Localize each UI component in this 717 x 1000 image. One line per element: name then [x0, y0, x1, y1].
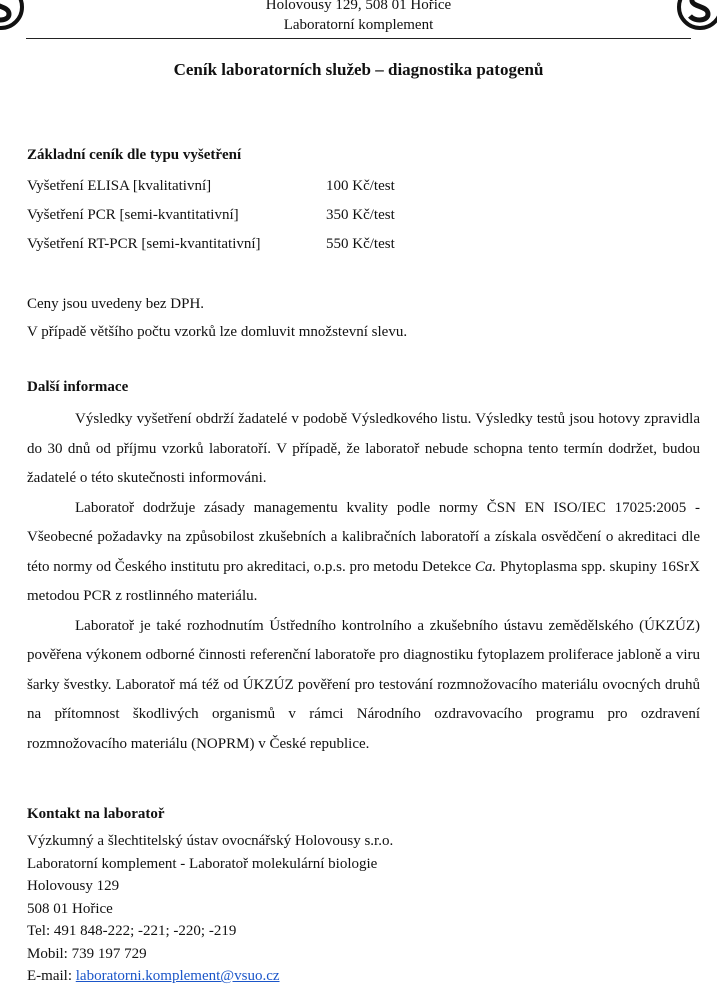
info-paragraph-results: Výsledky vyšetření obdrží žadatelé v podobě Výsledkového listu. Výsledky testů jsou hotovy zpravidla do 30 dnů od příjmu vzorků laboratoří. V případě, že laboratoř nebude schopna tento termín dodržet, budou žadatelé o této skutečnosti informováni.	[27, 411, 700, 486]
info-paragraph-accreditation: Laboratoř dodržuje zásady managementu kvality podle normy ČSN EN ISO/IEC 17025:2005 - Všeobecné požadavky na způsobilost zkušebních a kalibračních laboratoří a získala osvědčení o akreditaci dle této normy od Českého institutu pro akreditaci, o.p.s. pro metodu Detekce Ca. Phytoplasma spp. skupiny 16SrX metodou PCR z rostlinného materiálu.	[27, 499, 700, 604]
pricing-heading: Základní ceník dle typu vyšetření	[27, 147, 242, 163]
discount-note: V případě většího počtu vzorků lze domluvit množstevní slevu.	[27, 324, 408, 340]
page-title: Ceník laboratorních služeb – diagnostika patogenů	[173, 60, 544, 79]
contact-block	[27, 830, 393, 988]
info-heading: Další informace	[27, 379, 129, 395]
contact-email-line	[27, 965, 393, 988]
contact-department: Laboratorní komplement - Laboratoř molekulární biologie	[27, 855, 378, 872]
header-divider	[26, 38, 691, 39]
email-label: E-mail:	[27, 968, 76, 984]
contact-street: Holovousy 129	[27, 878, 120, 894]
price-notes	[27, 290, 407, 346]
price-item-value: 100 Kč/test	[326, 178, 395, 194]
price-item-name: Vyšetření RT-PCR [semi-kvantitativní]	[27, 236, 261, 252]
vat-note: Ceny jsou uvedeny bez DPH.	[27, 296, 205, 312]
info-paragraph-reference-lab: Laboratoř je také rozhodnutím Ústředního kontrolního a zkušebního ústavu zemědělského (ÚKZÚZ) pověřena výkonem odborné činnosti referenční laboratoře pro diagnostiku fytoplazem proliferace jabloně a viru šarky švestky. Laboratoř má též od ÚKZÚZ pověření pro testování rozmnožovacího materiálu ovocných druhů na přítomnost škodlivých organismů v rámci Národního ozdravovacího programu pro ozdravení rozmnožovacího materiálu (NOPRM) v České republice.	[27, 617, 700, 752]
email-link[interactable]: laboratorni.komplement@vsuo.cz	[75, 968, 280, 984]
price-item-name: Vyšetření ELISA [kvalitativní]	[27, 178, 212, 194]
header-department: Laboratorní komplement	[283, 17, 434, 33]
contact-institute: Výzkumný a šlechtitelský ústav ovocnářský Holovousy s.r.o.	[27, 833, 394, 849]
contact-phone: Tel: 491 848-222; -221; -220; -219	[27, 923, 237, 939]
header-address: Holovousy 129, 508 01 Hořice	[265, 0, 452, 13]
price-list	[27, 174, 395, 261]
price-item-value: 350 Kč/test	[326, 207, 395, 223]
contact-city: 508 01 Hořice	[27, 900, 113, 917]
price-row	[27, 232, 395, 261]
info-text	[27, 405, 700, 759]
contact-mobile: Mobil: 739 197 729	[27, 945, 147, 962]
page-header	[0, 0, 717, 35]
price-row	[27, 203, 395, 232]
price-item-value: 550 Kč/test	[326, 236, 395, 252]
price-item-name: Vyšetření PCR [semi-kvantitativní]	[27, 207, 239, 223]
price-row	[27, 174, 395, 203]
contact-heading: Kontakt na laboratoř	[27, 806, 165, 822]
